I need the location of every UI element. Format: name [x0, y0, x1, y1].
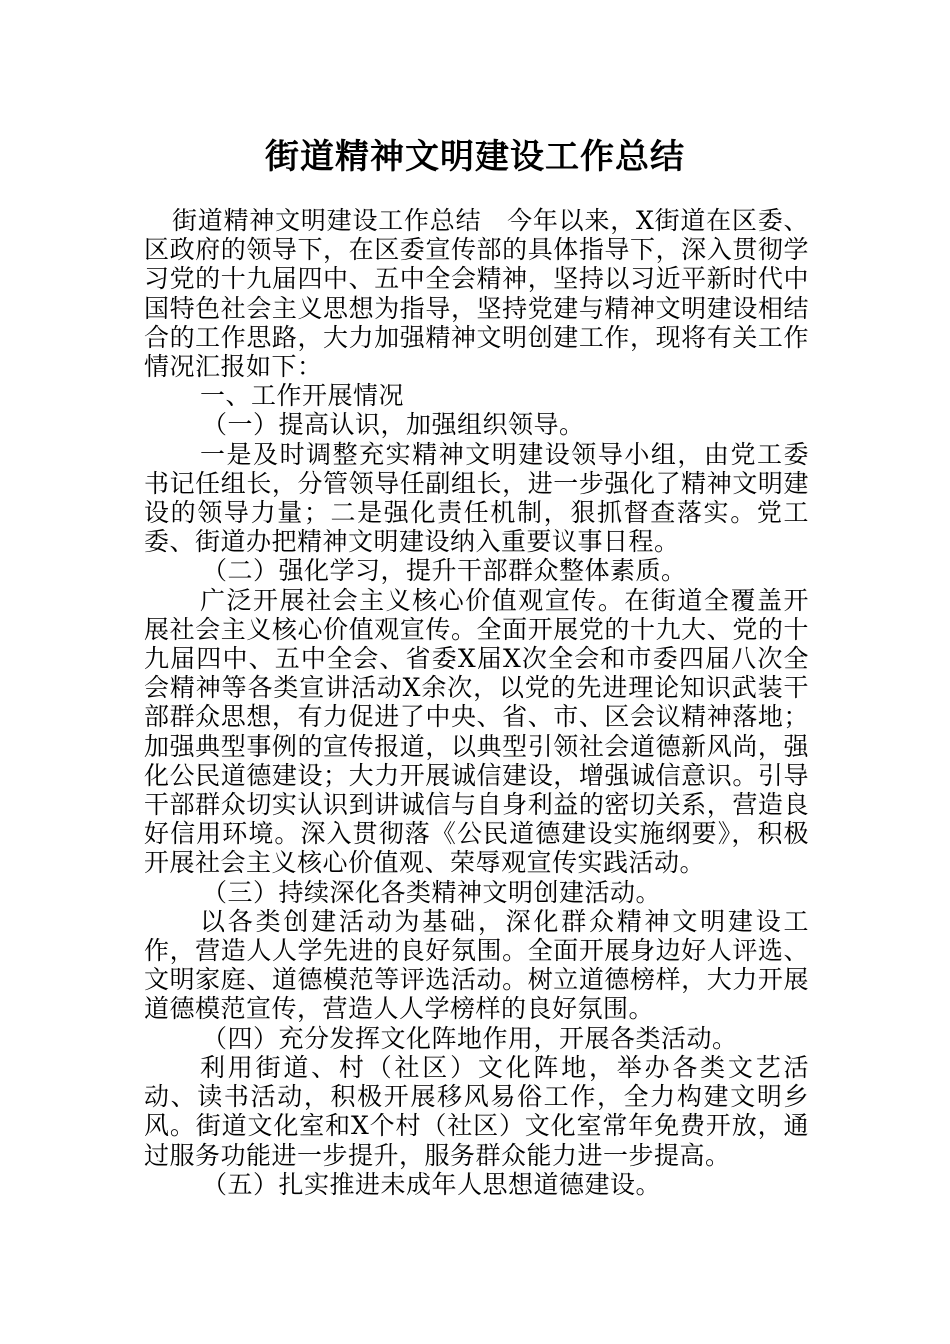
document-body [144, 206, 809, 1199]
body-paragraph: 广泛开展社会主义核心价值观宣传。在街道全覆盖开展社会主义核心价值观宣传。全面开展党的十九大、党的十九届四中、五中全会、省委X届X次全会和市委四届八次全会精神等各类宣讲活动X余次，以党的先进理论知识武装干部群众思想，有力促进了中央、省、市、区会议精神落地；加强典型事例的宣传报道，以典型引领社会道德新风尚，强化公民道德建设；大力开展诚信建设，增强诚信意识。引导干部群众切实认识到讲诚信与自身利益的密切关系，营造良好信用环境。深入贯彻落《公民道德建设实施纲要》，积极开展社会主义核心价值观、荣辱观宣传实践活动。 [144, 585, 809, 878]
intro-paragraph: 街道精神文明建设工作总结 今年以来，X街道在区委、区政府的领导下，在区委宣传部的具体指导下，深入贯彻学习党的十九届四中、五中全会精神，坚持以习近平新时代中国特色社会主义思想为指导，坚持党建与精神文明建设相结合的工作思路，大力加强精神文明创建工作，现将有关工作情况汇报如下： [144, 206, 809, 382]
document-title: 街道精神文明建设工作总结 [265, 137, 685, 177]
subsection-heading: （二）强化学习，提升干部群众整体素质。 [202, 556, 687, 586]
body-paragraph: 利用街道、村（社区）文化阵地，举办各类文艺活动、读书活动，积极开展移风易俗工作，全力构建文明乡风。街道文化室和X个村（社区）文化室常年免费开放，通过服务功能进一步提升，服务群众能力进一步提高。 [144, 1052, 809, 1170]
body-paragraph: 以各类创建活动为基础，深化群众精神文明建设工作，营造人人学先进的良好氛围。全面开展身边好人评选、文明家庭、道德模范等评选活动。树立道德榜样，大力开展道德模范宣传，营造人人学榜样的良好氛围。 [144, 906, 809, 1024]
subsection-heading: （四）充分发挥文化阵地作用，开展各类活动。 [202, 1023, 738, 1053]
subsection-heading: （一）提高认识，加强组织领导。 [202, 410, 585, 440]
body-paragraph: 一是及时调整充实精神文明建设领导小组，由党工委书记任组长，分管领导任副组长，进一步强化了精神文明建设的领导力量；二是强化责任机制，狠抓督查落实。党工委、街道办把精神文明建设纳入重要议事日程。 [144, 439, 809, 557]
subsection-heading: （三）持续深化各类精神文明创建活动。 [202, 877, 662, 907]
section-heading: 一、工作开展情况 [200, 381, 405, 411]
subsection-heading: （五）扎实推进未成年人思想道德建设。 [202, 1169, 662, 1199]
